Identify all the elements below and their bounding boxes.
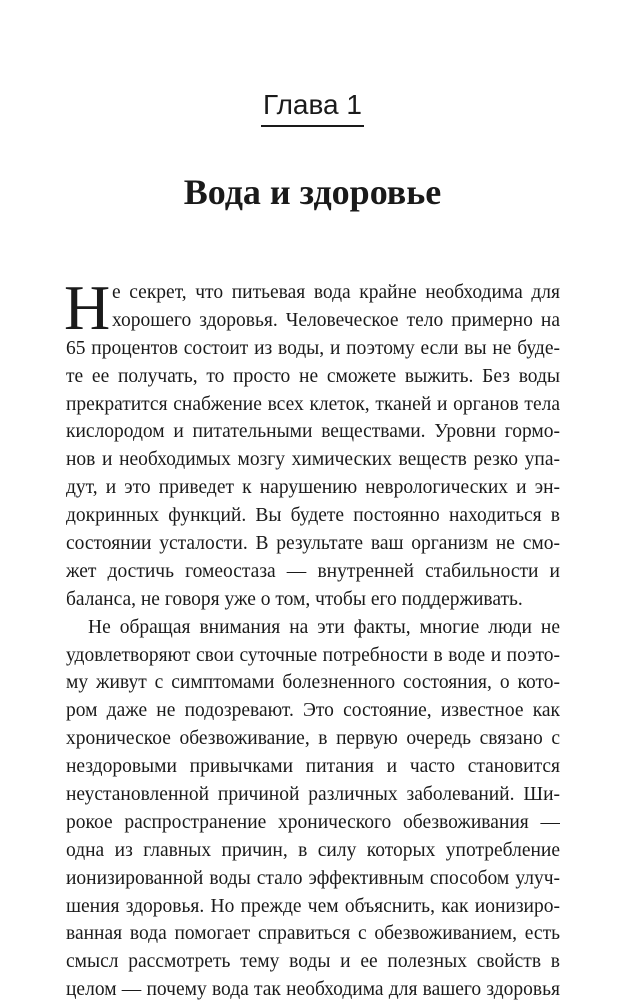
paragraph-1: [64, 272, 560, 614]
text-line: одна из главных причин, в силу которых употребление: [66, 839, 560, 861]
text-line: ром даже не подозревают. Это состояние, известное как: [66, 700, 560, 722]
text-line: состоянии усталости. В результате ваш организм не смо-: [66, 533, 560, 555]
text-line: неустановленной причиной различных заболеваний. Ши-: [66, 784, 560, 806]
text-line: смысл рассмотреть тему воды и ее полезных свойств в: [66, 951, 560, 973]
text-line: ванная вода помогает справиться с обезвоживанием, есть: [66, 923, 560, 945]
text-line: нездоровыми привычками питания и часто становится: [66, 756, 560, 778]
drop-cap: Н: [64, 272, 111, 343]
text-line: 65 процентов состоит из воды, и поэтому если вы не буде-: [66, 337, 560, 359]
chapter-title: Вода и здоровье: [183, 172, 442, 212]
text-line: хорошего здоровья. Человеческое тело примерно на: [112, 309, 560, 331]
text-line: баланса, не говоря уже о том, чтобы его поддерживать.: [66, 588, 523, 610]
text-line: целом — почему вода так необходима для вашего здоровья: [66, 979, 560, 1001]
text-line: те ее получать, то просто не сможете выжить. Без воды: [66, 365, 560, 387]
text-line: шения здоровья. Но прежде чем объяснить, как ионизиро-: [66, 895, 560, 917]
chapter-number: Глава 1: [261, 88, 364, 127]
text-line: е секрет, что питьевая вода крайне необходима для: [112, 282, 560, 303]
text-line: прекратится снабжение всех клеток, тканей и органов тела: [66, 393, 560, 415]
text-line: кислородом и питательными веществами. Уровни гормо-: [66, 421, 560, 443]
text-line: рокое распространение хронического обезвоживания —: [66, 811, 560, 833]
paragraph-2: [66, 614, 560, 1004]
text-line: нов и необходимых мозгу химических веществ резко упа-: [66, 449, 560, 471]
body-text: [64, 272, 560, 1004]
chapter-label: [0, 88, 625, 127]
text-line: ионизированной воды стало эффективным способом улуч-: [66, 867, 560, 889]
text-line: дут, и это приведет к нарушению неврологических и эн-: [66, 477, 560, 499]
text-line: жет достичь гомеостаза — внутренней стабильности и: [66, 560, 560, 582]
text-line: докринных функций. Вы будете постоянно находиться в: [66, 505, 560, 527]
text-line: Не обращая внимания на эти факты, многие люди не: [88, 616, 560, 638]
text-line: удовлетворяют свои суточные потребности в воде и поэто-: [66, 644, 560, 666]
text-line: хроническое обезвоживание, в первую очередь связано с: [66, 728, 560, 750]
text-line: му живут с симптомами болезненного состояния, о кото-: [66, 672, 560, 694]
